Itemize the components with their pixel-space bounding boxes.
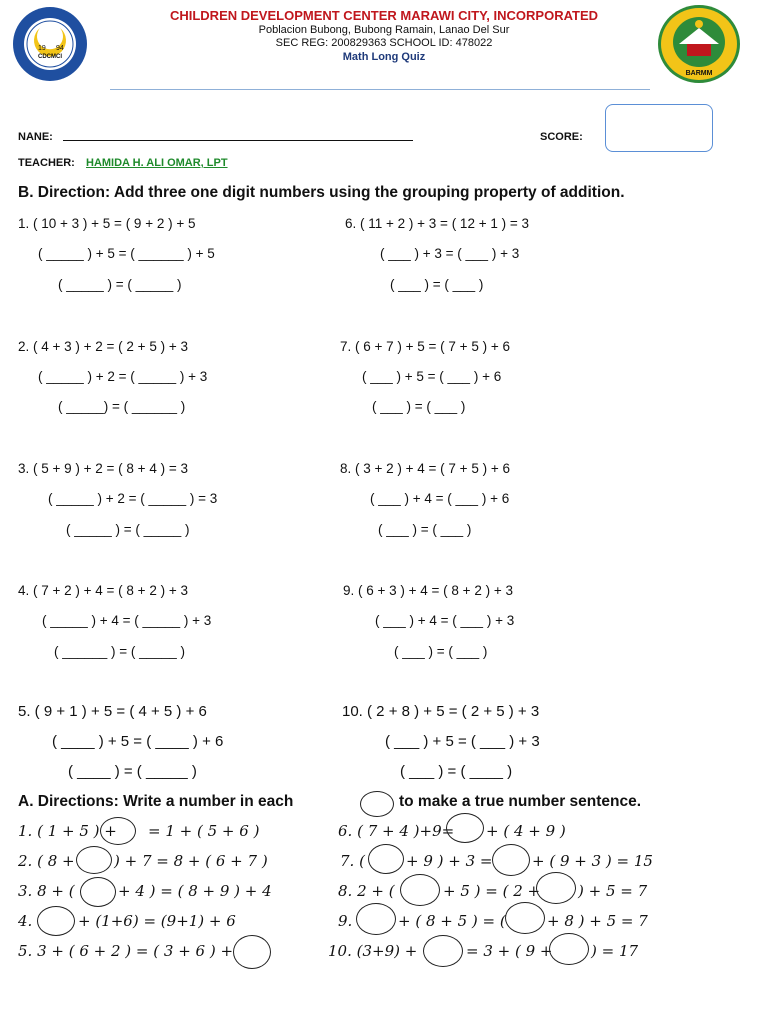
- a-item-7-answer-circle-1[interactable]: [368, 844, 404, 874]
- b-item-1-line1: 1. ( 10 + 3 ) + 5 = ( 9 + 2 ) + 5: [18, 216, 196, 231]
- b-item-8-line2: ( ___ ) + 4 = ( ___ ) + 6: [370, 491, 510, 506]
- b-item-7-line1: 7. ( 6 + 7 ) + 5 = ( 7 + 5 ) + 6: [340, 339, 510, 354]
- a-item-7-answer-circle-2[interactable]: [492, 844, 530, 876]
- b-item-10-line1: 10. ( 2 + 8 ) + 5 = ( 2 + 5 ) + 3: [342, 703, 540, 720]
- section-b-direction: B. Direction: Add three one digit numbers using the grouping property of addition.: [18, 184, 625, 201]
- a-item-1-part1: 1. ( 1 + 5 ) +: [18, 822, 117, 840]
- a-item-6-answer-circle[interactable]: [446, 813, 484, 843]
- a-item-6-part2: + ( 4 + 9 ): [486, 822, 566, 840]
- seal-abbr: BARMM: [685, 70, 713, 77]
- school-name: CHILDREN DEVELOPMENT CENTER MARAWI CITY, INCORPORATED: [169, 8, 599, 23]
- b-item-3-line2: ( _____ ) + 2 = ( _____ ) = 3: [48, 491, 218, 506]
- a-item-9-part3: + 8 ) + 5 = 7: [547, 912, 648, 930]
- b-item-4-line3: ( ______ ) = ( _____ ): [54, 644, 185, 659]
- b-item-6-line3: ( ___ ) = ( ___ ): [390, 277, 484, 292]
- a-item-7-part3: + ( 9 + 3 ) = 15: [532, 852, 653, 870]
- a-item-9-answer-circle-2[interactable]: [505, 902, 545, 934]
- b-item-10-line2: ( ___ ) + 5 = ( ___ ) + 3: [385, 733, 540, 750]
- b-item-8-line3: ( ___ ) = ( ___ ): [378, 522, 472, 537]
- b-item-6-line2: ( ___ ) + 3 = ( ___ ) + 3: [380, 246, 520, 261]
- b-item-1-line3: ( _____ ) = ( _____ ): [58, 277, 182, 292]
- b-item-4-line1: 4. ( 7 + 2 ) + 4 = ( 8 + 2 ) + 3: [18, 583, 188, 598]
- b-item-1-line2: ( _____ ) + 5 = ( ______ ) + 5: [38, 246, 215, 261]
- a-item-6-part1: 6. ( 7 + 4 )+9=: [338, 822, 455, 840]
- b-item-4-line2: ( _____ ) + 4 = ( _____ ) + 3: [42, 613, 212, 628]
- a-item-10-part1: 10. (3+9) +: [328, 942, 418, 960]
- b-item-8-line1: 8. ( 3 + 2 ) + 4 = ( 7 + 5 ) + 6: [340, 461, 510, 476]
- b-item-2-line1: 2. ( 4 + 3 ) + 2 = ( 2 + 5 ) + 3: [18, 339, 188, 354]
- a-item-8-part3: ) + 5 = 7: [578, 882, 648, 900]
- a-item-2-part2: ) + 7 = 8 + ( 6 + 7 ): [114, 852, 268, 870]
- a-item-10-answer-circle-2[interactable]: [549, 933, 589, 965]
- logo-year-left: 19: [38, 45, 46, 52]
- b-item-6-line1: 6. ( 11 + 2 ) + 3 = ( 12 + 1 ) = 3: [345, 216, 529, 231]
- name-field[interactable]: [63, 140, 413, 141]
- a-item-4-answer-circle[interactable]: [37, 906, 75, 936]
- a-item-9-part1: 9.: [338, 912, 353, 930]
- header-divider: [110, 89, 650, 90]
- a-item-10-answer-circle-1[interactable]: [423, 935, 463, 967]
- quiz-title: Math Long Quiz: [342, 51, 426, 63]
- a-item-7-part2: + 9 ) + 3 =: [406, 852, 493, 870]
- score-label: SCORE:: [540, 131, 583, 143]
- a-item-5-part1: 5. 3 + ( 6 + 2 ) = ( 3 + 6 ) +: [18, 942, 234, 960]
- b-item-5-line3: ( ____ ) = ( _____ ): [68, 763, 197, 780]
- logo-abbr: CDCMCI: [38, 54, 62, 60]
- a-item-1-part2: = 1 + ( 5 + 6 ): [148, 822, 260, 840]
- a-item-8-part1: 8. 2 + (: [338, 882, 395, 900]
- section-a-direction-start: A. Directions: Write a number in each: [18, 793, 294, 810]
- b-item-9-line3: ( ___ ) = ( ___ ): [394, 644, 488, 659]
- teacher-label: TEACHER:: [18, 157, 75, 169]
- b-item-9-line2: ( ___ ) + 4 = ( ___ ) + 3: [375, 613, 515, 628]
- school-address: Poblacion Bubong, Bubong Ramain, Lanao Del Sur: [258, 24, 510, 36]
- teacher-name: HAMIDA H. ALI OMAR, LPT: [86, 157, 228, 169]
- a-item-3-part2: + 4 ) = ( 8 + 9 ) + 4: [118, 882, 272, 900]
- a-item-8-answer-circle-2[interactable]: [536, 872, 576, 904]
- direction-answer-circle: [360, 791, 394, 817]
- a-item-4-part2: + (1+6) = (9+1) + 6: [78, 912, 236, 930]
- a-item-9-answer-circle-1[interactable]: [356, 903, 396, 935]
- b-item-2-line2: ( _____ ) + 2 = ( _____ ) + 3: [38, 369, 208, 384]
- a-item-2-part1: 2. ( 8 +: [18, 852, 75, 870]
- b-item-7-line2: ( ___ ) + 5 = ( ___ ) + 6: [362, 369, 502, 384]
- b-item-10-line3: ( ___ ) = ( ____ ): [400, 763, 513, 780]
- a-item-8-answer-circle-1[interactable]: [400, 874, 440, 906]
- a-item-7-part1: 7. (: [340, 852, 365, 870]
- a-item-5-answer-circle[interactable]: [233, 935, 271, 969]
- a-item-8-part2: + 5 ) = ( 2 +: [443, 882, 541, 900]
- b-item-3-line3: ( _____ ) = ( _____ ): [66, 522, 190, 537]
- a-item-10-part3: ) = 17: [591, 942, 639, 960]
- score-box[interactable]: [605, 104, 713, 152]
- logo-year-right: 94: [56, 45, 64, 52]
- a-item-3-answer-circle[interactable]: [80, 877, 116, 907]
- a-item-4-part1: 4.: [18, 912, 33, 930]
- ministry-seal: [657, 4, 741, 84]
- a-item-2-answer-circle[interactable]: [76, 846, 112, 874]
- b-item-7-line3: ( ___ ) = ( ___ ): [372, 399, 466, 414]
- b-item-5-line2: ( ____ ) + 5 = ( ____ ) + 6: [52, 733, 224, 750]
- a-item-10-part2: = 3 + ( 9 +: [466, 942, 553, 960]
- b-item-5-line1: 5. ( 9 + 1 ) + 5 = ( 4 + 5 ) + 6: [18, 703, 207, 720]
- a-item-1-answer-circle[interactable]: [100, 817, 136, 845]
- a-item-9-part2: + ( 8 + 5 ) = (: [398, 912, 506, 930]
- b-item-2-line3: ( _____) = ( ______ ): [58, 399, 186, 414]
- section-a-direction-end: to make a true number sentence.: [399, 793, 642, 810]
- a-item-3-part1: 3. 8 + (: [18, 882, 75, 900]
- name-label: NANE:: [18, 131, 53, 143]
- b-item-9-line1: 9. ( 6 + 3 ) + 4 = ( 8 + 2 ) + 3: [343, 583, 513, 598]
- b-item-3-line1: 3. ( 5 + 9 ) + 2 = ( 8 + 4 ) = 3: [18, 461, 188, 476]
- school-registration: SEC REG: 200829363 SCHOOL ID: 478022: [275, 37, 493, 49]
